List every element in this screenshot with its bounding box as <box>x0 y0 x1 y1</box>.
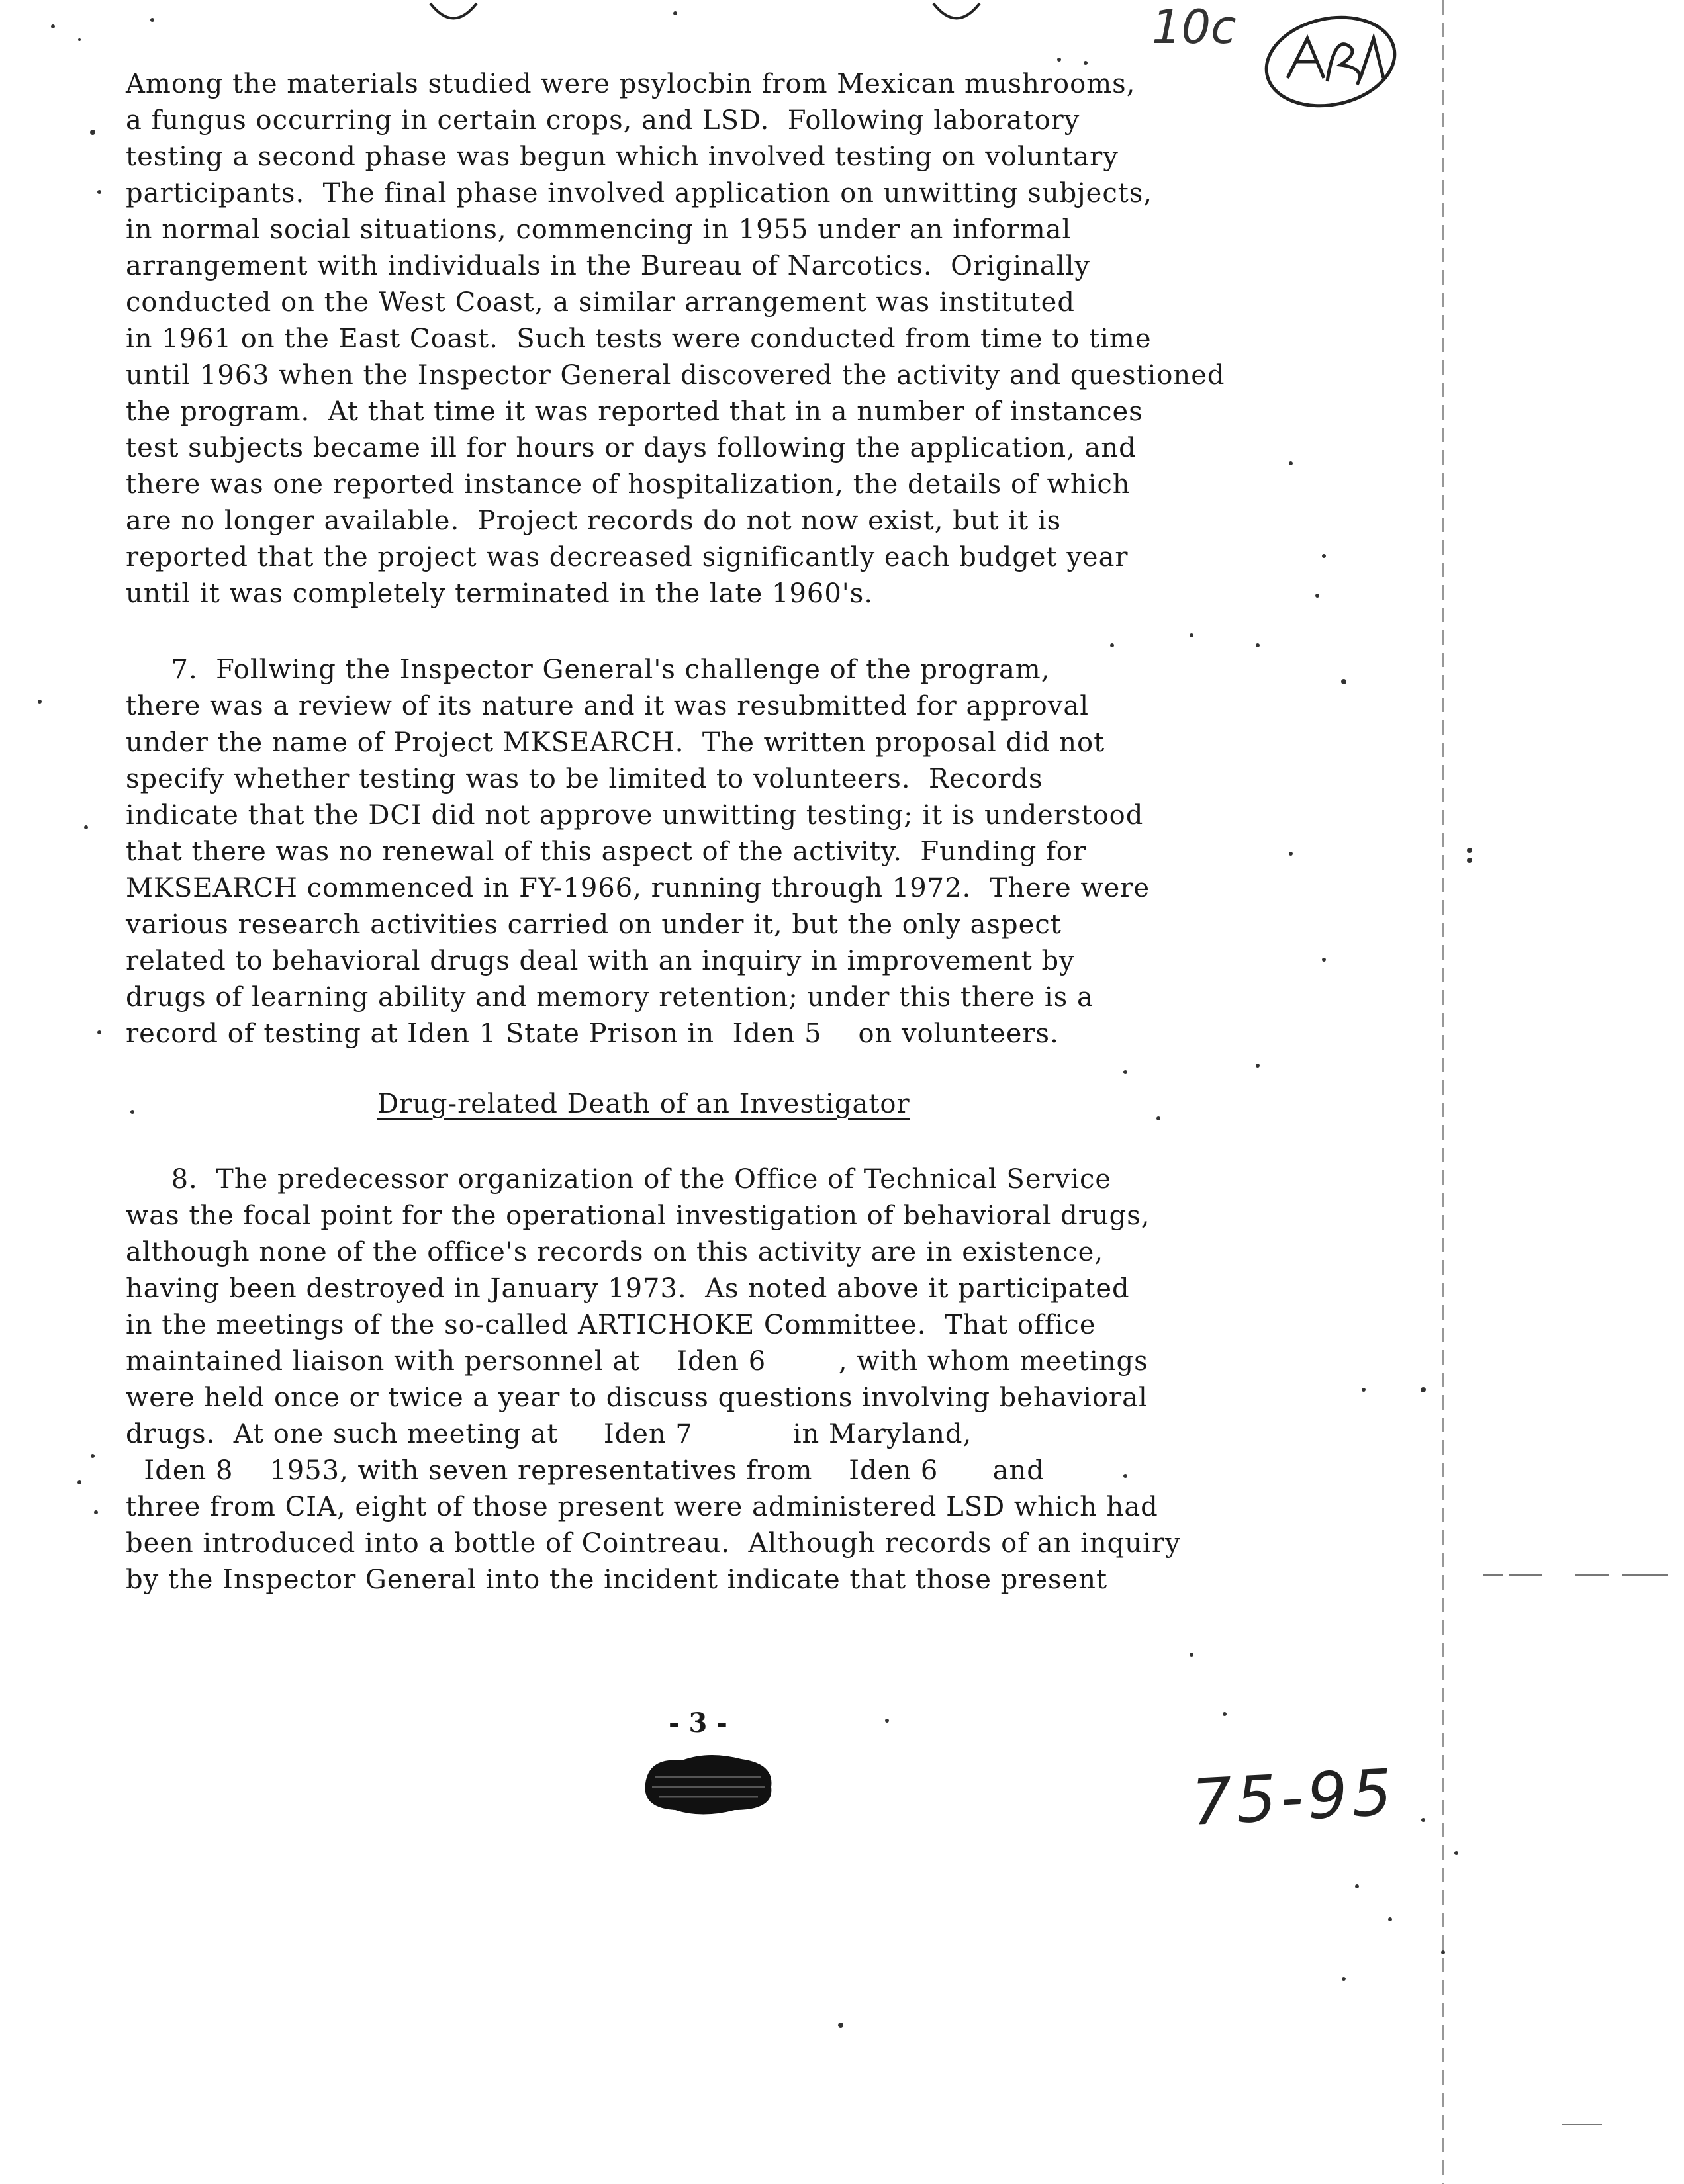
text-line: until 1963 when the Inspector General discovered the activity and questioned <box>126 360 1225 390</box>
text-line: under the name of Project MKSEARCH. The written proposal did not <box>126 727 1105 758</box>
text-line: record of testing at Iden 1 State Prison in Iden 5 on volunteers. <box>126 1019 1059 1049</box>
text-line: 7. Follwing the Inspector General's challenge of the program, <box>126 655 1051 685</box>
text-line: 8. The predecessor organization of the Office of Technical Service <box>126 1164 1112 1195</box>
text-line: drugs. At one such meeting at Iden 7 in Maryland, <box>126 1419 972 1449</box>
text-line: participants. The final phase involved application on unwitting subjects, <box>126 178 1153 208</box>
text-line: test subjects became ill for hours or days following the application, and <box>126 433 1137 463</box>
text-line: there was a review of its nature and it was resubmitted for approval <box>126 691 1089 721</box>
text-line: been introduced into a bottle of Cointreau. Although records of an inquiry <box>126 1528 1181 1559</box>
text-line: Among the materials studied were psylocbin from Mexican mushrooms, <box>126 69 1136 99</box>
text-line: was the focal point for the operational investigation of behavioral drugs, <box>126 1201 1150 1231</box>
hole-mark-icon <box>424 0 483 33</box>
text-line: until it was completely terminated in the late 1960's. <box>126 578 874 609</box>
handwritten-document-number: 75-95 <box>1190 1754 1398 1841</box>
text-line: the program. At that time it was reported that in a number of instances <box>126 396 1143 427</box>
paragraph-8 <box>126 1161 1383 1598</box>
text-line: drugs of learning ability and memory retention; under this there is a <box>126 982 1094 1013</box>
text-line: a fungus occurring in certain crops, and LSD. Following laboratory <box>126 105 1080 136</box>
text-line: related to behavioral drugs deal with an inquiry in improvement by <box>126 946 1075 976</box>
text-line: testing a second phase was begun which involved testing on voluntary <box>126 142 1119 172</box>
text-line: in 1961 on the East Coast. Such tests were conducted from time to time <box>126 324 1152 354</box>
text-line: in the meetings of the so-called ARTICHOKE Committee. That office <box>126 1310 1096 1340</box>
text-line: reported that the project was decreased significantly each budget year <box>126 542 1129 572</box>
hole-mark-icon <box>927 0 986 33</box>
text-line: were held once or twice a year to discuss questions involving behavioral <box>126 1383 1148 1413</box>
redaction-blot-icon <box>635 1747 781 1820</box>
text-line: specify whether testing was to be limited to volunteers. Records <box>126 764 1043 794</box>
text-line: conducted on the West Coast, a similar arrangement was instituted <box>126 287 1075 318</box>
text-line: Iden 8 1953, with seven representatives from Iden 6 and <box>126 1455 1045 1486</box>
page-number: - 3 - <box>669 1707 727 1739</box>
paragraph-7 <box>126 652 1383 1052</box>
text-line: are no longer available. Project records do not now exist, but it is <box>126 506 1062 536</box>
text-line: arrangement with individuals in the Bureau of Narcotics. Originally <box>126 251 1090 281</box>
text-line: having been destroyed in January 1973. As noted above it participated <box>126 1273 1130 1304</box>
margin-rule <box>1442 0 1444 2184</box>
text-line: although none of the office's records on this activity are in existence, <box>126 1237 1104 1267</box>
text-line: MKSEARCH commenced in FY-1966, running through 1972. There were <box>126 873 1150 903</box>
text-line: there was one reported instance of hospitalization, the details of which <box>126 469 1131 500</box>
text-line: by the Inspector General into the incident indicate that those present <box>126 1565 1108 1595</box>
text-line: that there was no renewal of this aspect of the activity. Funding for <box>126 837 1087 867</box>
text-line: maintained liaison with personnel at Iden 6 , with whom meetings <box>126 1346 1148 1377</box>
text-line: various research activities carried on under it, but the only aspect <box>126 909 1062 940</box>
text-line: three from CIA, eight of those present were administered LSD which had <box>126 1492 1158 1522</box>
handwritten-top-note: 10c <box>1152 0 1237 54</box>
text-line: indicate that the DCI did not approve unwitting testing; it is understood <box>126 800 1144 831</box>
text-line: in normal social situations, commencing in 1955 under an informal <box>126 214 1072 245</box>
paragraph-6 <box>126 66 1383 612</box>
section-heading: Drug-related Death of an Investigator <box>377 1089 910 1119</box>
